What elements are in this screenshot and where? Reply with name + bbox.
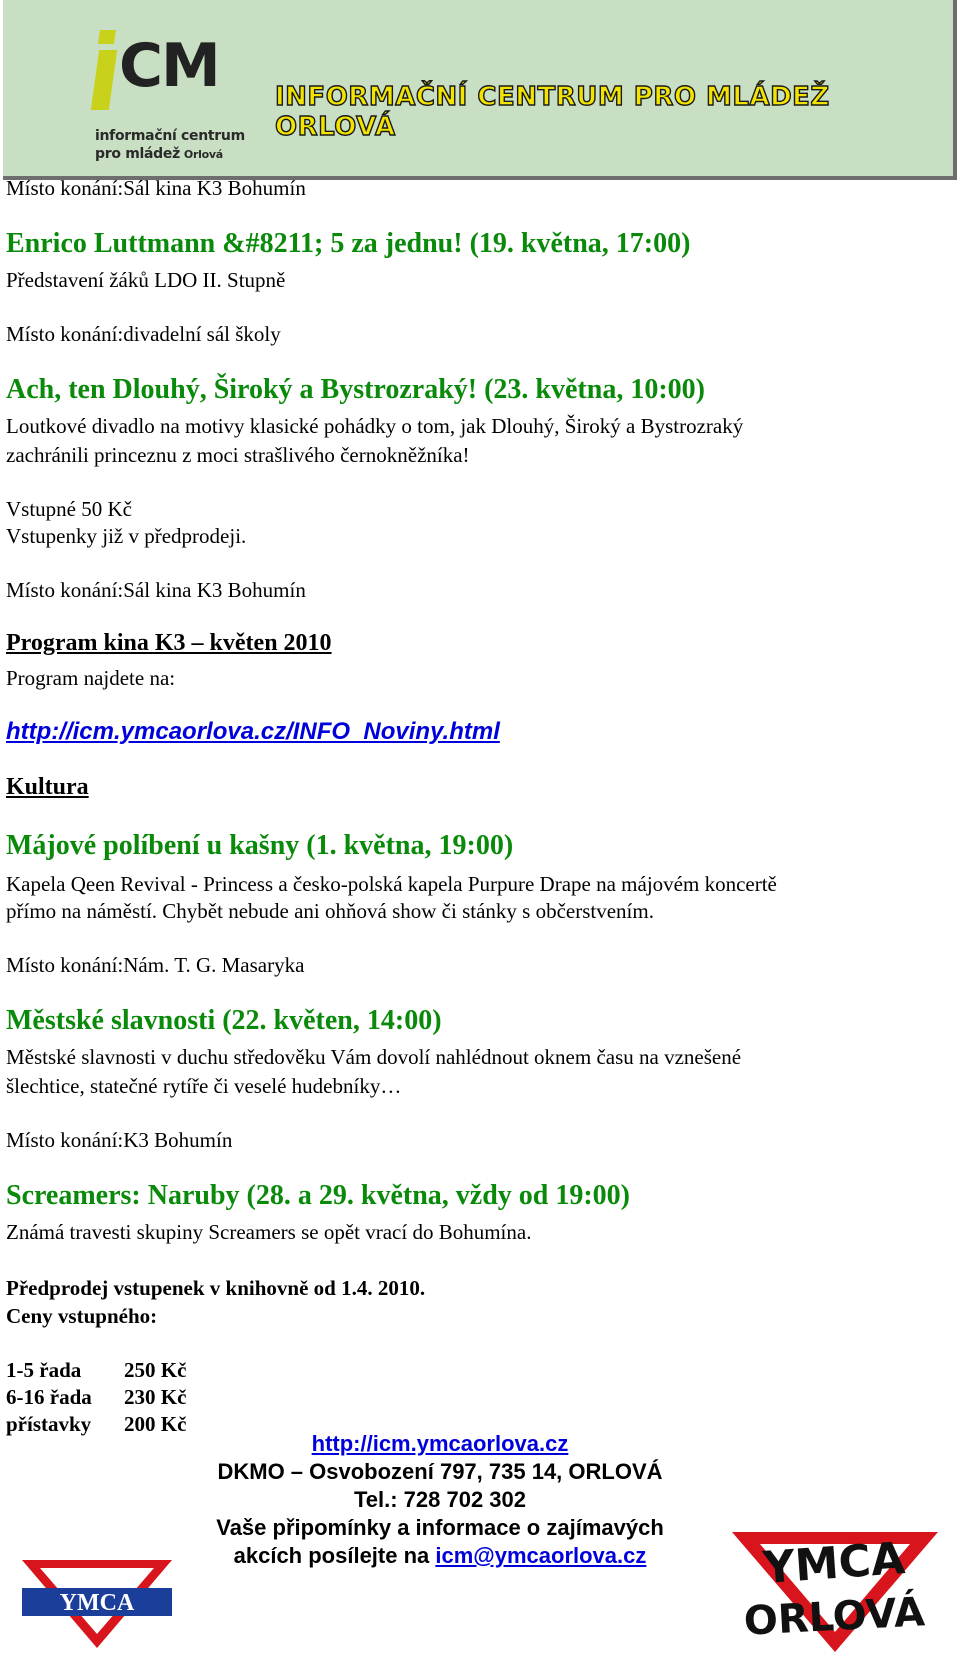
event-title: Enrico Luttmann &#8211; 5 za jednu! (19. května, 17:00) <box>6 228 691 259</box>
presale-text: Předprodej vstupenek v knihovně od 1.4. 2010. <box>6 1276 426 1300</box>
footer-url-link[interactable]: http://icm.ymcaorlova.cz <box>311 1431 569 1456</box>
ymca-orlova-logo <box>724 1518 946 1654</box>
place-text: Místo konání:Sál kina K3 Bohumín <box>6 578 306 602</box>
event-price: Vstupné 50 Kč <box>6 497 132 521</box>
ymca-orlova-text-1: YMCA <box>761 1533 907 1594</box>
event-description: Kapela Qeen Revival - Princess a česko-polská kapela Purpure Drape na májovém koncertě <box>6 872 777 896</box>
event-title: Májové políbení u kašny (1. května, 19:00) <box>6 830 514 861</box>
logo-subtitle-city: Orlová <box>183 148 223 161</box>
event-title: Ach, ten Dlouhý, Široký a Bystrozraký! (23. května, 10:00) <box>6 374 705 405</box>
footer-note: Vaše připomínky a informace o zajímavých <box>216 1515 664 1540</box>
event-description: přímo na náměstí. Chybět nebude ani ohňová show či stánky s občerstvením. <box>6 899 654 923</box>
event-title: Městské slavnosti (22. květen, 14:00) <box>6 1005 442 1036</box>
prices-heading: Ceny vstupného: <box>6 1304 158 1328</box>
price-row <box>6 1385 186 1410</box>
logo-subtitle-2 <box>95 146 223 162</box>
program-text: Program najdete na: <box>6 666 176 690</box>
event-tickets: Vstupenky již v předprodeji. <box>6 524 247 548</box>
price-label: 1-5 řada <box>6 1358 82 1382</box>
header-banner <box>3 0 957 180</box>
program-link[interactable]: http://icm.ymcaorlova.cz/INFO_Noviny.html <box>6 718 500 745</box>
event-title: Screamers: Naruby (28. a 29. května, vždy od 19:00) <box>6 1180 630 1211</box>
footer-address: DKMO – Osvobození 797, 735 14, ORLOVÁ <box>217 1459 663 1484</box>
place-text: Místo konání:Sál kina K3 Bohumín <box>6 176 306 200</box>
ymca-orlova-text-2: ORLOVÁ <box>742 1589 926 1645</box>
event-description: Představení žáků LDO II. Stupně <box>6 268 286 292</box>
footer-email-link[interactable]: icm@ymcaorlova.cz <box>435 1543 647 1568</box>
price-row <box>6 1358 186 1383</box>
icm-logo <box>89 28 259 118</box>
price-label: 6-16 řada <box>6 1385 92 1409</box>
place-text: Místo konání:K3 Bohumín <box>6 1128 233 1152</box>
footer-phone: Tel.: 728 702 302 <box>353 1487 527 1512</box>
ymca-left-text: YMCA <box>59 1590 135 1616</box>
place-text: Místo konání:Nám. T. G. Masaryka <box>6 953 305 977</box>
price-value: 250 Kč <box>124 1358 187 1382</box>
event-description: šlechtice, statečné rytíře či veselé hudebníky… <box>6 1074 402 1098</box>
event-description: zachránili princeznu z moci strašlivého černokněžníka! <box>6 443 470 467</box>
event-description: Známá travesti skupiny Screamers se opět vrací do Bohumína. <box>6 1220 532 1244</box>
place-text: Místo konání:divadelní sál školy <box>6 322 281 346</box>
footer-contact <box>190 1430 690 1570</box>
logo-subtitle-2-text: pro mládež <box>95 146 180 162</box>
logo-cm-letters: CM <box>119 31 219 101</box>
event-description: Loutkové divadlo na motivy klasické pohádky o tom, jak Dlouhý, Široký a Bystrozraký <box>6 414 744 438</box>
ymca-logo-left <box>22 1560 172 1648</box>
banner-title: INFORMAČNÍ CENTRUM PRO MLÁDEŽ ORLOVÁ <box>275 82 830 142</box>
section-heading: Kultura <box>6 774 89 800</box>
price-label: přístavky <box>6 1412 92 1436</box>
program-heading: Program kina K3 – květen 2010 <box>6 630 332 656</box>
footer-note-prefix: akcích posílejte na <box>233 1543 436 1568</box>
event-description: Městské slavnosti v duchu středověku Vám dovolí nahlédnout oknem času na vznešené <box>6 1045 742 1069</box>
price-row <box>6 1412 186 1437</box>
footer-note-2 <box>190 1542 690 1570</box>
logo-subtitle-1: informační centrum <box>95 128 245 144</box>
price-value: 230 Kč <box>124 1385 187 1409</box>
price-value: 200 Kč <box>124 1412 187 1436</box>
